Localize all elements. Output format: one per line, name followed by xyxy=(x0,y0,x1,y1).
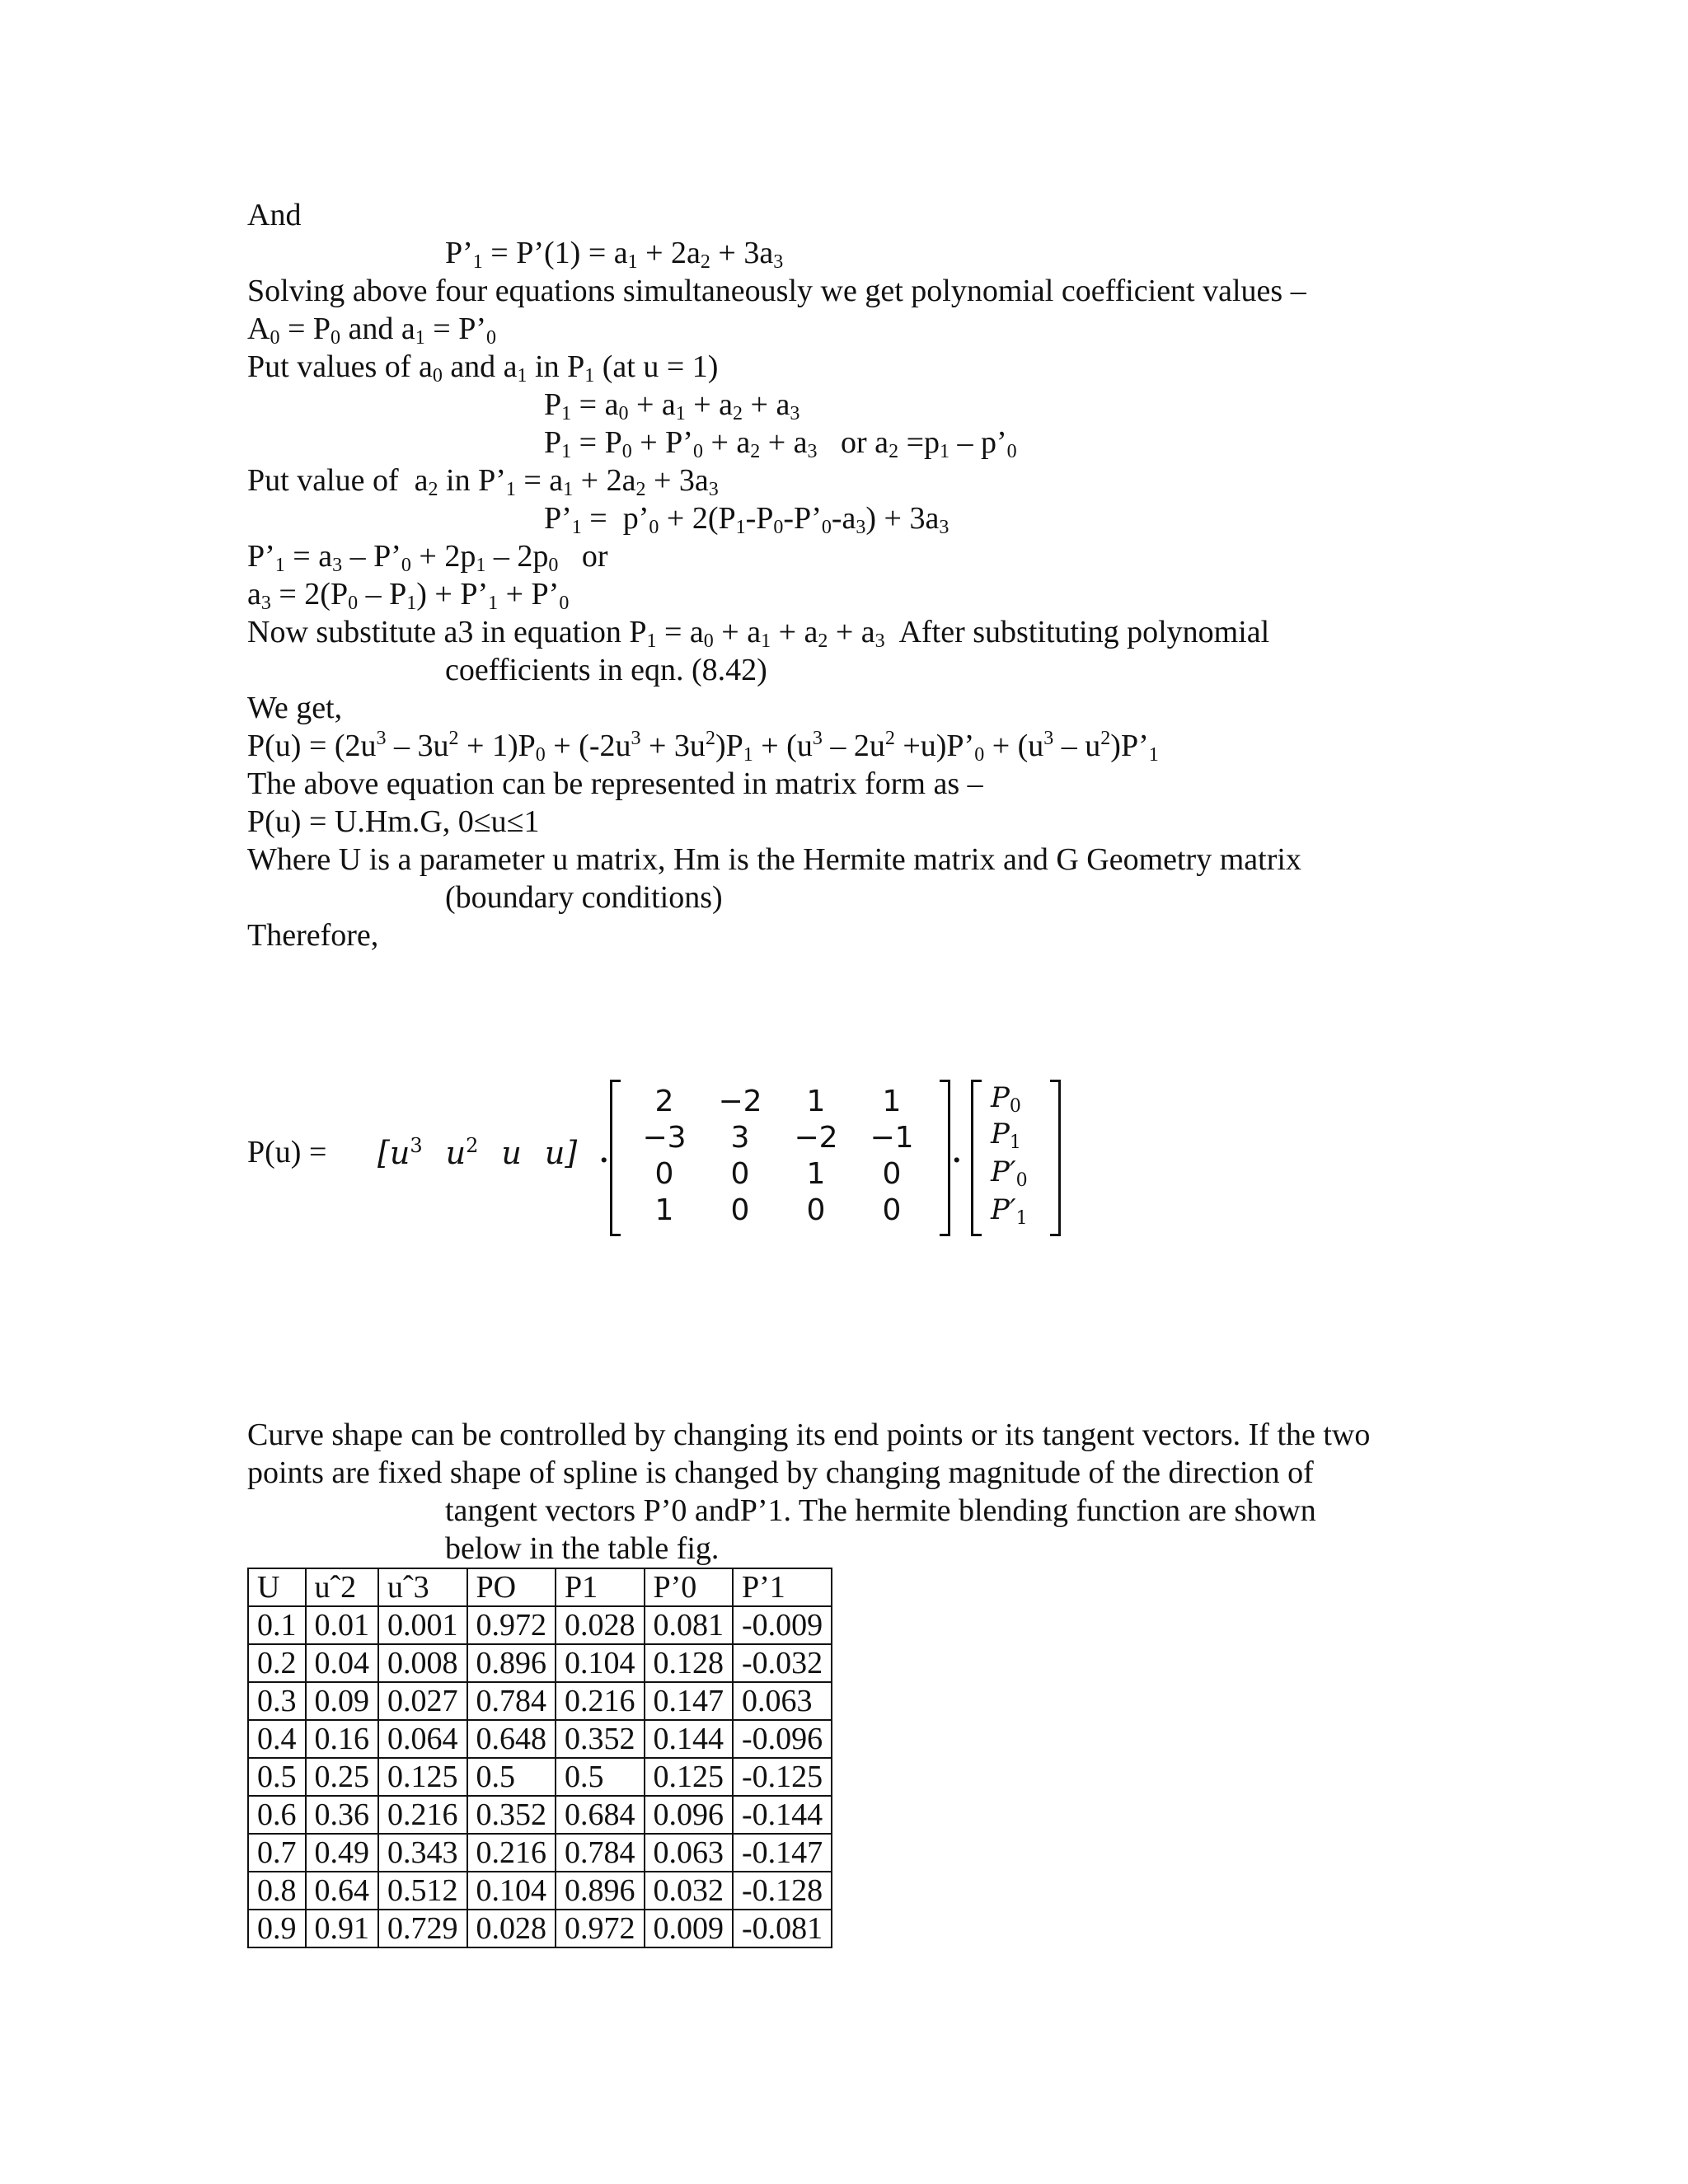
header-p0-prime: P’0 xyxy=(645,1568,734,1606)
hermite-row xyxy=(626,1083,930,1119)
hermite-matrix-grid xyxy=(626,1083,930,1228)
table-cell: 0.216 xyxy=(467,1834,556,1872)
equation-pu-expanded: $P(u) = (2u^3 - 3u^2 + 1)P_0 + (-2u^3 + 3u^2)P_1 + (u^3 - 2u^2$ $+u)P’_0 + (u^3$ – $u^2)P’_1$ xyxy=(247,728,1159,766)
table-cell: 0.063 xyxy=(733,1682,832,1720)
table-body xyxy=(248,1606,832,1947)
hermite-right-bracket xyxy=(940,1080,950,1236)
put-values-label: Put values of xyxy=(247,349,411,384)
table-cell: -0.128 xyxy=(733,1872,832,1910)
hermite-matrix-equation xyxy=(247,1080,1071,1236)
table-cell: 0.1 xyxy=(248,1606,306,1644)
text-solving: Solving above four equations simultaneously we get polynomial coefficient values – xyxy=(247,274,1306,308)
equation-p1-prime-sub: $P’_1$ = $p’_0$ + $2(P_1-P_0-P’_0-a_3) + 3a_3$ xyxy=(544,501,950,538)
matrix-lhs: P(u) = xyxy=(247,1135,327,1169)
text-where-u: Where U is a parameter u matrix, Hm is the Hermite matrix and G Geometry matrix xyxy=(247,842,1301,877)
table-cell: 0.104 xyxy=(467,1872,556,1910)
table-cell: 0.972 xyxy=(556,1910,645,1947)
hermite-cell: 0 xyxy=(730,1193,750,1227)
table-row xyxy=(248,1910,832,1947)
table-cell: 0.009 xyxy=(645,1910,734,1947)
table-cell: 0.125 xyxy=(645,1758,734,1796)
table-cell: 0.648 xyxy=(467,1720,556,1758)
hermite-left-bracket xyxy=(610,1080,621,1236)
geometry-p1-prime: $P'_1$ xyxy=(991,1193,1028,1229)
table-cell: 0.008 xyxy=(378,1644,467,1682)
hermite-cell: 0 xyxy=(882,1193,902,1227)
equation-a0-a1: $A_0 = P_0$ and $a_1$ = $P’_0$ xyxy=(247,312,496,349)
table-cell: 0.352 xyxy=(556,1720,645,1758)
header-p0: PO xyxy=(467,1568,556,1606)
text-put-value-a2: Put value of $a_2$ in $P’_1 = a_1 + 2a_2 + 3a_3$ xyxy=(247,463,719,500)
equation-a3: $a_3 = 2(P_0 - P_1)$ + $P’_1$ + $P’_0$ xyxy=(247,577,570,614)
text-curve-shape-1: Curve shape can be controlled by changing its end points or its tangent vectors. If the two xyxy=(247,1418,1371,1452)
table-header-row xyxy=(248,1568,832,1606)
table-cell: 0.028 xyxy=(556,1606,645,1644)
text-put-values: Put values of $a_0$ and $a_1$ in $P_1$ (at u = 1) xyxy=(247,349,719,387)
table-cell: 0.096 xyxy=(645,1796,734,1834)
hermite-cell: 3 xyxy=(730,1120,750,1155)
table-cell: 0.063 xyxy=(645,1834,734,1872)
geometry-p0: $P_0$ xyxy=(991,1081,1021,1117)
hermite-cell: 1 xyxy=(654,1193,674,1227)
text-curve-shape-4: below in the table fig. xyxy=(445,1531,720,1566)
hermite-cell: 0 xyxy=(654,1156,674,1191)
hermite-cell: 1 xyxy=(882,1084,902,1118)
table-cell: -0.125 xyxy=(733,1758,832,1796)
header-p1: P1 xyxy=(556,1568,645,1606)
text-we-get: We get, xyxy=(247,691,343,725)
table-cell: -0.081 xyxy=(733,1910,832,1947)
table-cell: 0.216 xyxy=(378,1796,467,1834)
after-substituting-label: After substituting polynomial xyxy=(898,615,1270,649)
table-cell: 0.784 xyxy=(556,1834,645,1872)
equation-p1-prime-a3: $P’_1 = a_3$ – $P’_0 + 2p_1 - 2p_0$ or xyxy=(247,539,608,576)
table-cell: 0.5 xyxy=(556,1758,645,1796)
table-cell: -0.032 xyxy=(733,1644,832,1682)
parameter-row-vector: [$u^3$ $u^2$ u u] xyxy=(377,1134,578,1171)
table-cell: 0.2 xyxy=(248,1644,306,1682)
hermite-cell: 0 xyxy=(730,1156,750,1191)
header-u2: uˆ2 xyxy=(306,1568,379,1606)
table-cell: 0.01 xyxy=(306,1606,379,1644)
hermite-cell: −1 xyxy=(870,1120,914,1155)
table-cell: -0.144 xyxy=(733,1796,832,1834)
table-cell: 0.343 xyxy=(378,1834,467,1872)
table-cell: 0.4 xyxy=(248,1720,306,1758)
hermite-matrix xyxy=(610,1080,1245,1236)
table-cell: 0.7 xyxy=(248,1834,306,1872)
hermite-row xyxy=(626,1192,930,1228)
text-above-equation: The above equation can be represented in matrix form as – xyxy=(247,766,983,801)
text-and: And xyxy=(247,198,302,232)
hermite-cell: −2 xyxy=(718,1084,762,1118)
table-cell: 0.027 xyxy=(378,1682,467,1720)
table-cell: -0.096 xyxy=(733,1720,832,1758)
header-u3: uˆ3 xyxy=(378,1568,467,1606)
table-row xyxy=(248,1796,832,1834)
table-row xyxy=(248,1644,832,1682)
table-cell: 0.125 xyxy=(378,1758,467,1796)
table-cell: 0.104 xyxy=(556,1644,645,1682)
table-row xyxy=(248,1872,832,1910)
text-therefore: Therefore, xyxy=(247,918,379,953)
multiply-dot-1: . xyxy=(600,1135,608,1169)
table-cell: 0.04 xyxy=(306,1644,379,1682)
table-cell: -0.009 xyxy=(733,1606,832,1644)
table-cell: 0.8 xyxy=(248,1872,306,1910)
table-cell: 0.6 xyxy=(248,1796,306,1834)
table-cell: 0.684 xyxy=(556,1796,645,1834)
table-cell: 0.028 xyxy=(467,1910,556,1947)
table-cell: 0.9 xyxy=(248,1910,306,1947)
table-cell: 0.144 xyxy=(645,1720,734,1758)
blending-function-table xyxy=(247,1568,832,1948)
table-cell: 0.064 xyxy=(378,1720,467,1758)
table-cell: 0.032 xyxy=(645,1872,734,1910)
table-cell: 0.147 xyxy=(645,1682,734,1720)
table-cell: 0.729 xyxy=(378,1910,467,1947)
table-cell: 0.128 xyxy=(645,1644,734,1682)
table-cell: 0.3 xyxy=(248,1682,306,1720)
table-cell: 0.36 xyxy=(306,1796,379,1834)
table-cell: 0.001 xyxy=(378,1606,467,1644)
table-cell: 0.081 xyxy=(645,1606,734,1644)
table-row xyxy=(248,1606,832,1644)
table-row xyxy=(248,1720,832,1758)
table-cell: 0.512 xyxy=(378,1872,467,1910)
equation-p1-expanded: $P_1 = P_0$ + $P’_0 + a_2 + a_3$ or $a_2 =p_1$ – $p’_0$ xyxy=(544,425,1017,462)
geometry-p1: $P_1$ xyxy=(991,1118,1021,1153)
text-coefficients-eqn: coefficients in eqn. (8.42) xyxy=(445,653,767,687)
hermite-row xyxy=(626,1155,930,1192)
hermite-cell: 2 xyxy=(654,1084,674,1118)
table-cell: 0.5 xyxy=(467,1758,556,1796)
table-row xyxy=(248,1758,832,1796)
table-cell: 0.64 xyxy=(306,1872,379,1910)
put-value-a2-label: Put value of xyxy=(247,463,399,498)
now-substitute-label: Now substitute a3 in equation xyxy=(247,615,621,649)
equation-p1-derivative: $P’_1$ = P’(1) = $a_1 + 2a_2 + 3a_3$ xyxy=(445,236,784,273)
text-curve-shape-3: tangent vectors P’0 andP’1. The hermite blending function are shown xyxy=(445,1493,1316,1528)
table-cell: 0.972 xyxy=(467,1606,556,1644)
hermite-cell: 1 xyxy=(806,1084,826,1118)
hermite-cell: −3 xyxy=(642,1120,687,1155)
geometry-p0-prime: $P'_0$ xyxy=(991,1155,1028,1191)
table-cell: 0.09 xyxy=(306,1682,379,1720)
table-row xyxy=(248,1834,832,1872)
hermite-cell: 0 xyxy=(806,1193,826,1227)
table-cell: 0.91 xyxy=(306,1910,379,1947)
header-p1-prime: P’1 xyxy=(733,1568,832,1606)
equation-matrix-form: P(u) = U.Hm.G, 0≤u≤1 xyxy=(247,804,540,839)
text-now-substitute: Now substitute a3 in equation $P_1 = a_0 + a_1 + a_2 + a_3$ After substituting polynomial xyxy=(247,615,1270,652)
equation-p1-sum: $P_1 = a_0 + a_1 + a_2 + a_3$ xyxy=(544,387,800,424)
geometry-right-bracket xyxy=(1050,1080,1061,1236)
table-cell: 0.16 xyxy=(306,1720,379,1758)
table-cell: 0.784 xyxy=(467,1682,556,1720)
table-cell: 0.5 xyxy=(248,1758,306,1796)
table-cell: 0.216 xyxy=(556,1682,645,1720)
text-curve-shape-2: points are fixed shape of spline is changed by changing magnitude of the direction of xyxy=(247,1455,1314,1490)
table-cell: 0.896 xyxy=(467,1644,556,1682)
hermite-cell: −2 xyxy=(794,1120,838,1155)
table-cell: -0.147 xyxy=(733,1834,832,1872)
text-boundary: (boundary conditions) xyxy=(445,880,723,915)
hermite-row xyxy=(626,1119,930,1155)
table-cell: 0.896 xyxy=(556,1872,645,1910)
geometry-vector xyxy=(971,1080,1053,1236)
header-u: U xyxy=(248,1568,306,1606)
table-cell: 0.352 xyxy=(467,1796,556,1834)
hermite-cell: 0 xyxy=(882,1156,902,1191)
geometry-left-bracket xyxy=(971,1080,982,1236)
table-cell: 0.25 xyxy=(306,1758,379,1796)
table-row xyxy=(248,1682,832,1720)
hermite-cell: 1 xyxy=(806,1156,826,1191)
table-cell: 0.49 xyxy=(306,1834,379,1872)
multiply-dot-2: . xyxy=(953,1135,961,1169)
